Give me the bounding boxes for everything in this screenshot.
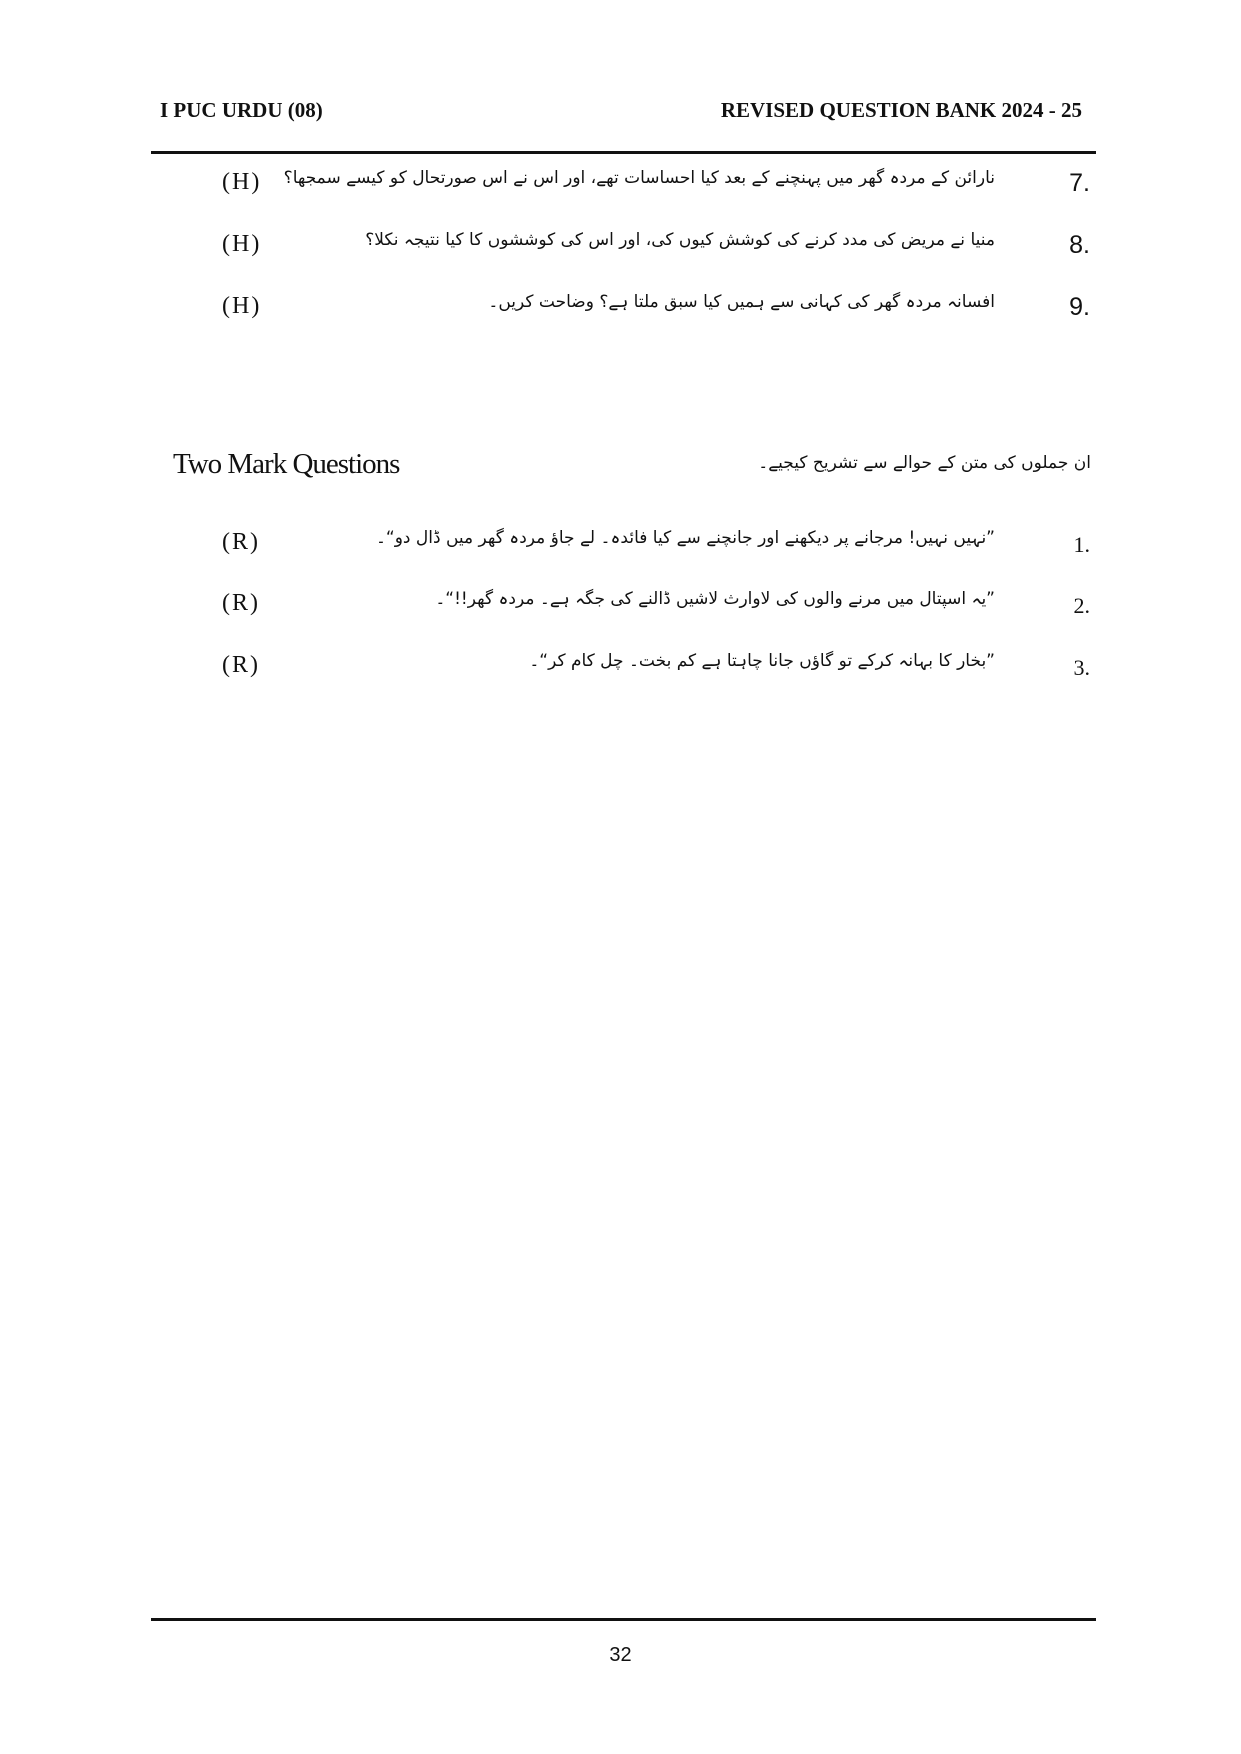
header-course-title: I PUC URDU (08) [160,98,323,122]
question-row-9 [210,289,1090,333]
two-mark-question-row-1 [210,525,1090,569]
header-divider [151,151,1096,154]
question-number: 8. [1069,231,1090,259]
question-level-tag: (R) [222,529,260,555]
question-level-tag: (R) [222,652,260,678]
two-mark-question-row-2 [210,586,1090,630]
page-header [160,98,1082,134]
question-number: 9. [1069,293,1090,321]
question-number: 7. [1069,169,1090,197]
question-number: 2. [1073,593,1090,618]
question-level-tag: (H) [222,293,262,319]
header-document-title: REVISED QUESTION BANK 2024 - 25 [720,98,1082,122]
question-text: افسانہ مردہ گھر کی کہانی سے ہمیں کیا سبق ملتا ہے؟ وضاحت کریں۔ [488,292,995,312]
page-number: 32 [609,1644,632,1666]
question-row-7 [210,165,1090,209]
two-mark-question-row-3 [210,648,1090,692]
section-title: Two Mark Questions [173,448,400,480]
question-text: ”بخار کا بہانہ کرکے تو گاؤں جانا چاہتا ہے کم بخت۔ چل کام کر“۔ [529,651,995,671]
question-level-tag: (H) [222,169,262,195]
question-number: 3. [1073,655,1090,680]
question-text: ”یہ اسپتال میں مرنے والوں کی لاوارث لاشیں ڈالنے کی جگہ ہے۔ مردہ گھر!!“۔ [435,589,995,609]
question-level-tag: (H) [222,231,262,257]
section-instruction: ان جملوں کی متن کے حوالے سے تشریح کیجیے۔ [758,453,1091,473]
question-row-8 [210,227,1090,271]
question-number: 1. [1073,532,1090,557]
question-text: ”نہیں نہیں! مرجانے پر دیکھنے اور جانچنے سے کیا فائدہ۔ لے جاؤ مردہ گھر میں ڈال دو“۔ [375,528,995,548]
footer-divider [151,1618,1096,1621]
question-text: نارائن کے مردہ گھر میں پہنچنے کے بعد کیا احساسات تھے، اور اس نے اس صورتحال کو کیسے سمجھا؟ [283,168,995,188]
question-text: منیا نے مریض کی مدد کرنے کی کوشش کیوں کی، اور اس کی کوششوں کا کیا نتیجہ نکلا؟ [365,230,995,250]
question-level-tag: (R) [222,590,260,616]
